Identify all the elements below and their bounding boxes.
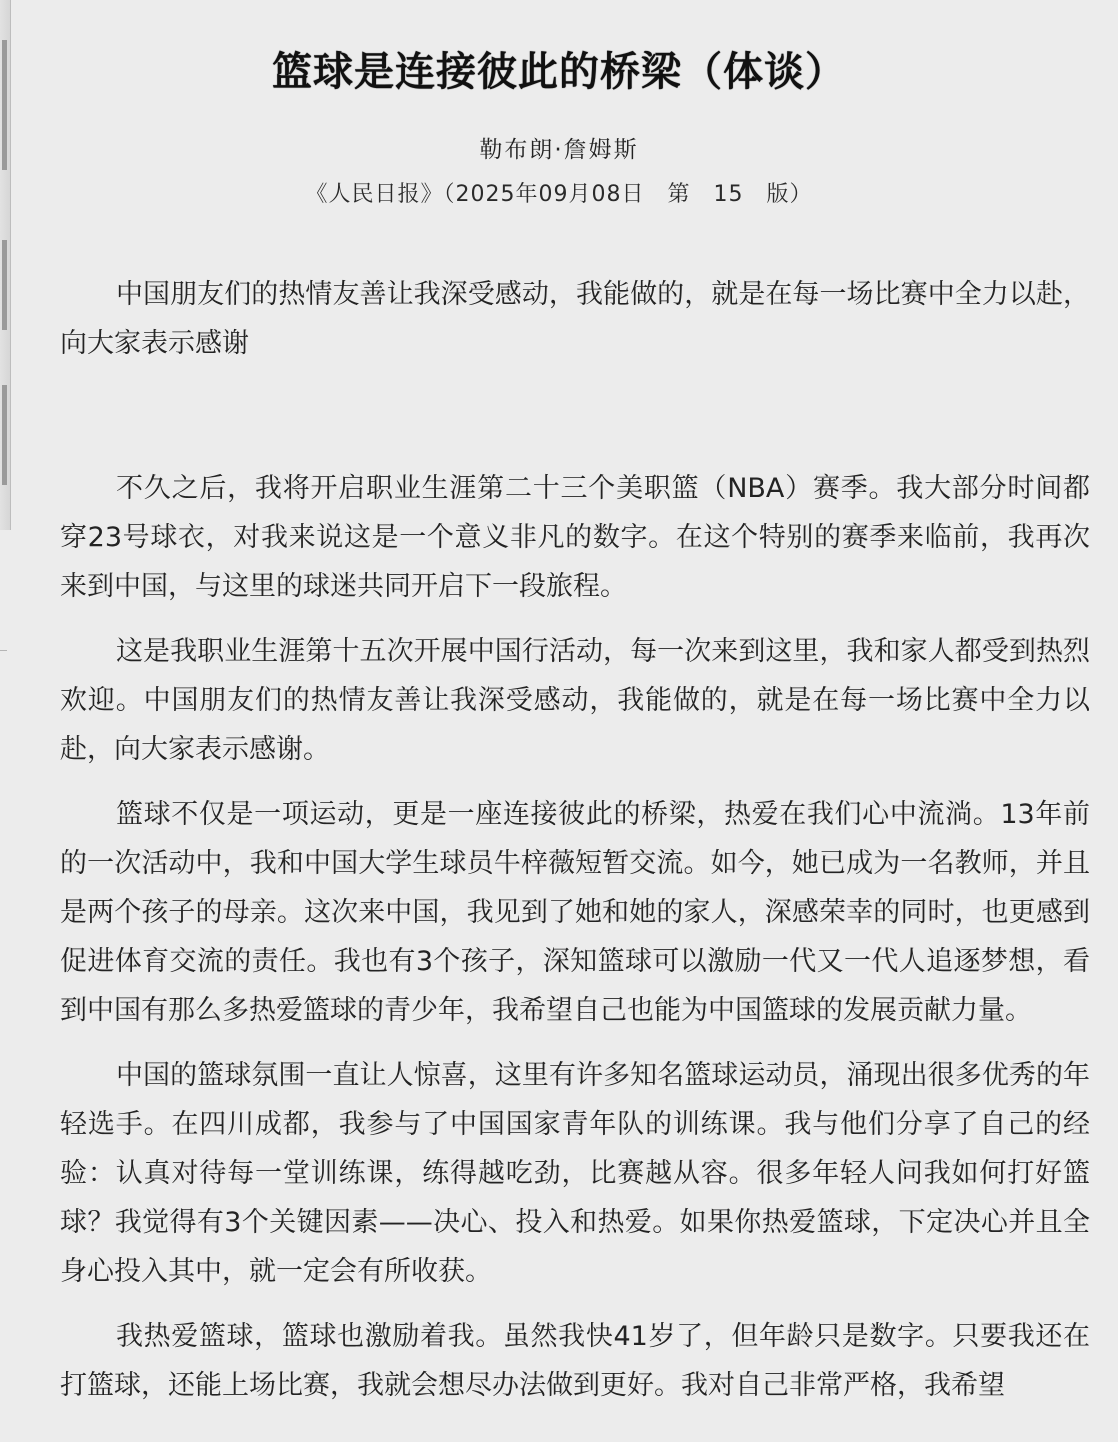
article-source <box>0 177 1118 208</box>
article-body <box>60 270 1090 1426</box>
paragraph: 不久之后，我将开启职业生涯第二十三个美职篮（NBA）赛季。我大部分时间都穿23号球衣，对我来说这是一个意义非凡的数字。在这个特别的赛季来临前，我再次来到中国，与这里的球迷共同开启下一段旅程。 <box>60 473 1090 602</box>
source-date: （2025年09月08日 <box>443 182 645 207</box>
paragraph: 中国的篮球氛围一直让人惊喜，这里有许多知名篮球运动员，涌现出很多优秀的年轻选手。在四川成都，我参与了中国国家青年队的训练课。我与他们分享了自己的经验：认真对待每一堂训练课，练得越吃劲，比赛越从容。很多年轻人问我如何打好篮球？我觉得有3个关键因素——决心、投入和热爱。如果你热爱篮球，下定决心并且全身心投入其中，就一定会有所收获。 <box>60 1060 1090 1287</box>
source-page: 第 15 版） <box>667 182 813 207</box>
article-title: 篮球是连接彼此的桥梁（体谈） <box>272 49 846 95</box>
article-author: 勒布朗·詹姆斯 <box>479 137 639 163</box>
paragraph: 篮球不仅是一项运动，更是一座连接彼此的桥梁，热爱在我们心中流淌。13年前的一次活动中，我和中国大学生球员牛梓薇短暂交流。如今，她已成为一名教师，并且是两个孩子的母亲。这次来中国，我见到了她和她的家人，深感荣幸的同时，也更感到促进体育交流的责任。我也有3个孩子，深知篮球可以激励一代又一代人追逐梦想，看到中国有那么多热爱篮球的青少年，我希望自己也能为中国篮球的发展贡献力量。 <box>60 799 1090 1026</box>
paragraph: 我热爱篮球，篮球也激励着我。虽然我快41岁了，但年龄只是数字。只要我还在打篮球，还能上场比赛，我就会想尽办法做到更好。我对自己非常严格，我希望 <box>60 1321 1090 1401</box>
paragraph-lead: 中国朋友们的热情友善让我深受感动，我能做的，就是在每一场比赛中全力以赴，向大家表示感谢 <box>60 279 1090 359</box>
paragraph: 这是我职业生涯第十五次开展中国行活动，每一次来到这里，我和家人都受到热烈欢迎。中国朋友们的热情友善让我深受感动，我能做的，就是在每一场比赛中全力以赴，向大家表示感谢。 <box>60 636 1090 765</box>
source-newspaper: 《人民日报》 <box>305 182 444 207</box>
